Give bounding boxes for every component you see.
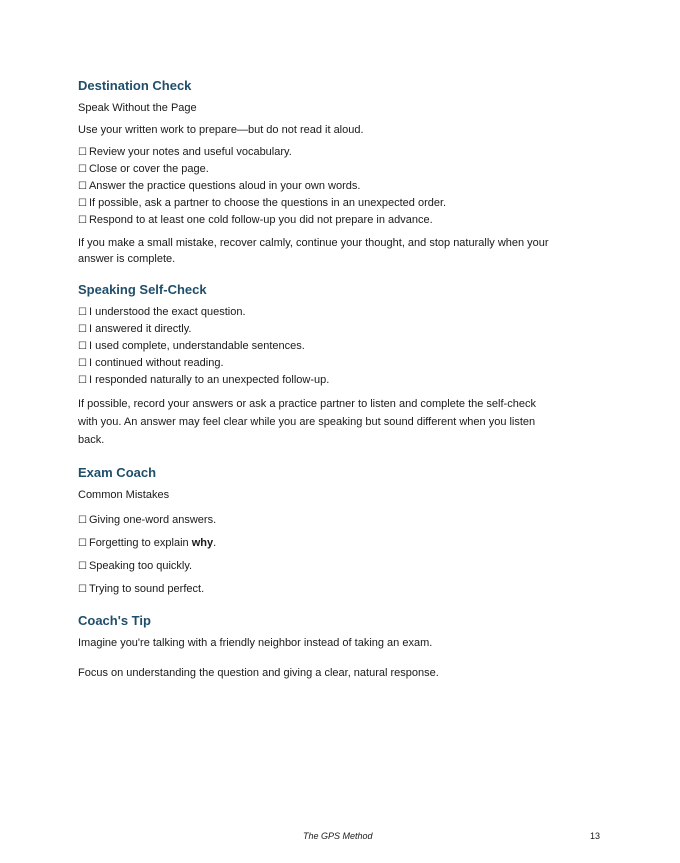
self-check-closing [78, 395, 608, 449]
exam-coach-subheading: Common Mistakes [78, 489, 170, 501]
self-checklist [78, 304, 608, 389]
self-check-closing-line-2: with you. An answer may feel clear while you are speaking but sound different when you listen [78, 416, 536, 428]
checkbox-icon[interactable]: ☐ [78, 147, 87, 158]
checkbox-icon[interactable]: ☐ [78, 358, 87, 369]
checklist-item: ☐ I responded naturally to an unexpected follow-up. [78, 372, 608, 389]
document-page [78, 78, 608, 681]
coach-tip-heading: Coach's Tip [78, 613, 151, 628]
checkbox-icon[interactable]: ☐ [78, 561, 87, 572]
checkbox-icon[interactable]: ☐ [78, 181, 87, 192]
footer-title: The GPS Method [303, 831, 373, 841]
destination-intro: Use your written work to prepare—but do not read it aloud. [78, 124, 364, 136]
destination-closing-line-1: If you make a small mistake, recover calmly, continue your thought, and stop naturally when your [78, 237, 549, 249]
self-check-closing-line-1: If possible, record your answers or ask a practice partner to listen and complete the self-check [78, 398, 536, 410]
common-mistakes-list [78, 509, 608, 601]
destination-checklist [78, 144, 608, 229]
checklist-item: ☐ Answer the practice questions aloud in your own words. [78, 178, 608, 195]
exam-coach-heading: Exam Coach [78, 465, 157, 480]
checklist-item: ☐ Close or cover the page. [78, 161, 608, 178]
coach-tip-line-1: Imagine you're talking with a friendly neighbor instead of taking an exam. [78, 637, 433, 649]
destination-subheading: Speak Without the Page [78, 102, 197, 114]
checklist-item: ☐ I answered it directly. [78, 321, 608, 338]
checklist-item: ☐ Trying to sound perfect. [78, 578, 608, 601]
coach-tip-line-2: Focus on understanding the question and giving a clear, natural response. [78, 667, 439, 679]
checklist-item: ☐ Giving one-word answers. [78, 509, 608, 532]
checkbox-icon[interactable]: ☐ [78, 215, 87, 226]
self-check-closing-line-3: back. [78, 434, 105, 446]
checkbox-icon[interactable]: ☐ [78, 198, 87, 209]
destination-check-heading: Destination Check [78, 78, 192, 93]
checkbox-icon[interactable]: ☐ [78, 515, 87, 526]
checklist-item: ☐ Forgetting to explain why. [78, 532, 608, 555]
checklist-item: ☐ Review your notes and useful vocabulary. [78, 144, 608, 161]
checklist-item: ☐ I used complete, understandable sentences. [78, 338, 608, 355]
checkbox-icon[interactable]: ☐ [78, 324, 87, 335]
checkbox-icon[interactable]: ☐ [78, 164, 87, 175]
checkbox-icon[interactable]: ☐ [78, 375, 87, 386]
checkbox-icon[interactable]: ☐ [78, 341, 87, 352]
checkbox-icon[interactable]: ☐ [78, 538, 87, 549]
checkbox-icon[interactable]: ☐ [78, 584, 87, 595]
checklist-item: ☐ I understood the exact question. [78, 304, 608, 321]
checklist-item: ☐ Speaking too quickly. [78, 555, 608, 578]
checklist-item: ☐ Respond to at least one cold follow-up you did not prepare in advance. [78, 212, 608, 229]
checkbox-icon[interactable]: ☐ [78, 307, 87, 318]
checklist-item: ☐ If possible, ask a partner to choose the questions in an unexpected order. [78, 195, 608, 212]
self-check-heading: Speaking Self-Check [78, 282, 207, 297]
page-number: 13 [590, 831, 601, 841]
destination-closing-line-2: answer is complete. [78, 253, 176, 265]
emphasis-why: why [191, 537, 214, 549]
checklist-item: ☐ I continued without reading. [78, 355, 608, 372]
